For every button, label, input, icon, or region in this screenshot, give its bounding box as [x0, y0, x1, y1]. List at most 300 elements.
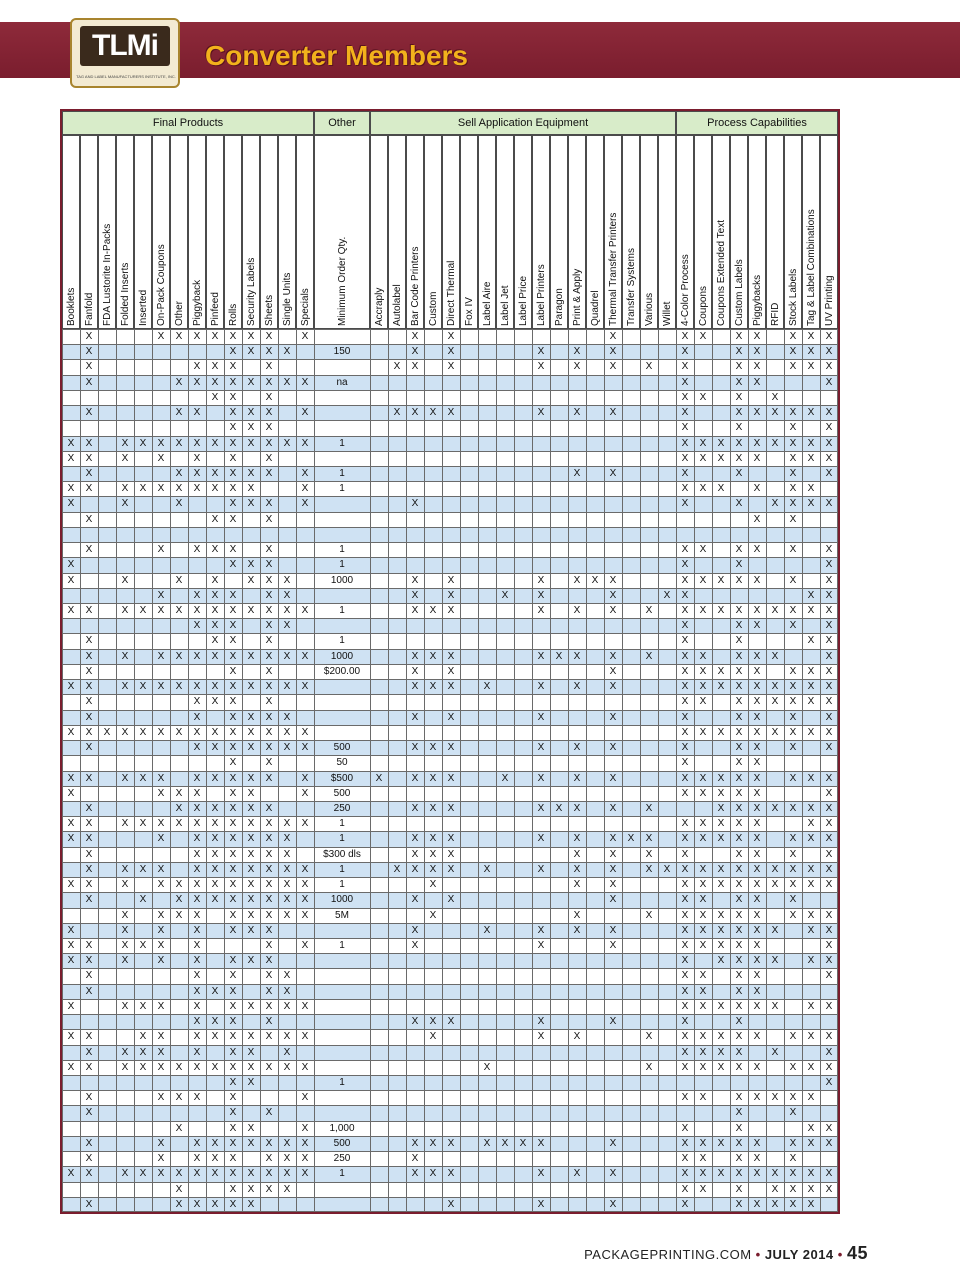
table-cell: X: [807, 635, 815, 647]
table-cell: X: [265, 422, 273, 434]
table-cell: X: [717, 437, 725, 449]
table-cell: X: [283, 1061, 291, 1073]
table-cell: X: [157, 787, 165, 799]
table-cell: X: [753, 879, 761, 891]
table-cell: X: [67, 1061, 75, 1073]
column-header-label: Fox IV: [464, 297, 475, 326]
table-cell: X: [229, 1016, 237, 1028]
table-cell: X: [85, 772, 93, 784]
table-cell: X: [609, 574, 617, 586]
table-cell: X: [175, 376, 183, 388]
table-cell: X: [825, 346, 833, 358]
table-cell: X: [247, 1061, 255, 1073]
table-cell: X: [447, 589, 455, 601]
table-row: [62, 1045, 838, 1060]
table-cell: X: [229, 1198, 237, 1210]
members-table-frame: [60, 109, 840, 1214]
table-cell: X: [825, 848, 833, 860]
table-cell: X: [735, 605, 743, 617]
table-cell: X: [681, 1122, 689, 1134]
table-cell: X: [645, 1061, 653, 1073]
table-cell: X: [85, 1061, 93, 1073]
table-cell: X: [645, 848, 653, 860]
page-footer: [584, 1243, 868, 1264]
table-cell: X: [301, 1137, 309, 1149]
table-cell: X: [789, 726, 797, 738]
table-cell: X: [735, 955, 743, 967]
table-cell: X: [429, 1031, 437, 1043]
grid-line: [62, 1075, 838, 1076]
table-cell: X: [735, 544, 743, 556]
table-cell: X: [265, 696, 273, 708]
table-cell: X: [229, 1122, 237, 1134]
table-cell: X: [283, 711, 291, 723]
grid-line: [62, 1029, 838, 1030]
table-cell: X: [67, 879, 75, 891]
table-cell: X: [789, 1198, 797, 1210]
table-cell: X: [681, 879, 689, 891]
table-row: [62, 375, 838, 390]
table-cell: X: [301, 483, 309, 495]
table-cell: X: [247, 376, 255, 388]
table-cell: X: [735, 1168, 743, 1180]
table-cell: X: [157, 589, 165, 601]
grid-line: [62, 801, 838, 802]
table-cell: X: [301, 1031, 309, 1043]
table-cell: X: [825, 772, 833, 784]
table-cell: X: [265, 924, 273, 936]
table-cell: X: [807, 407, 815, 419]
table-cell: X: [807, 1183, 815, 1195]
table-cell: X: [699, 1183, 707, 1195]
table-cell: X: [807, 361, 815, 373]
table-cell: X: [67, 483, 75, 495]
grid-line: [62, 771, 838, 772]
table-cell: X: [771, 1046, 779, 1058]
table-cell: X: [157, 939, 165, 951]
table-cell: X: [753, 681, 761, 693]
table-cell: X: [807, 879, 815, 891]
table-cell: X: [609, 833, 617, 845]
column-header-label: Custom Labels: [734, 259, 745, 326]
table-cell: X: [789, 1137, 797, 1149]
column-header-label: 4-Color Process: [680, 254, 691, 326]
table-cell: X: [229, 757, 237, 769]
table-cell: X: [139, 437, 147, 449]
grid-line: [62, 892, 838, 893]
column-header: [604, 135, 622, 329]
table-row: [62, 1014, 838, 1029]
table-cell: X: [789, 909, 797, 921]
footer-separator: •: [755, 1247, 765, 1262]
table-cell: X: [301, 605, 309, 617]
table-cell: X: [789, 437, 797, 449]
table-cell: 1: [339, 863, 345, 875]
grid-line: [62, 923, 838, 924]
table-row: [62, 633, 838, 648]
table-cell: X: [247, 711, 255, 723]
table-cell: X: [265, 1183, 273, 1195]
table-cell: X: [193, 802, 201, 814]
table-cell: X: [211, 1061, 219, 1073]
grid-line: [62, 1197, 838, 1198]
table-cell: X: [753, 848, 761, 860]
table-cell: X: [85, 483, 93, 495]
table-cell: X: [645, 863, 653, 875]
table-cell: 1: [339, 544, 345, 556]
table-cell: X: [573, 742, 581, 754]
table-row: [62, 679, 838, 694]
table-cell: X: [411, 742, 419, 754]
table-row: [62, 649, 838, 664]
table-cell: X: [699, 726, 707, 738]
table-cell: X: [609, 1016, 617, 1028]
column-header-label: Custom: [428, 291, 439, 326]
column-header: [206, 135, 224, 329]
table-cell: X: [85, 361, 93, 373]
table-cell: X: [825, 1046, 833, 1058]
table-cell: X: [447, 711, 455, 723]
table-cell: X: [735, 696, 743, 708]
grid-line: [62, 481, 838, 482]
table-cell: X: [447, 665, 455, 677]
table-cell: X: [247, 483, 255, 495]
table-cell: X: [247, 407, 255, 419]
table-cell: X: [175, 331, 183, 342]
table-cell: X: [211, 391, 219, 403]
table-cell: X: [85, 1107, 93, 1119]
table-cell: X: [193, 361, 201, 373]
table-cell: X: [789, 1031, 797, 1043]
table-cell: X: [265, 1061, 273, 1073]
column-header-label: Rolls: [228, 303, 239, 326]
column-header: [568, 135, 586, 329]
table-cell: X: [771, 650, 779, 662]
table-cell: X: [699, 665, 707, 677]
table-cell: X: [283, 1000, 291, 1012]
table-cell: X: [265, 650, 273, 662]
table-cell: X: [247, 772, 255, 784]
table-cell: X: [771, 407, 779, 419]
table-cell: X: [609, 879, 617, 891]
table-cell: X: [265, 909, 273, 921]
table-cell: X: [211, 1168, 219, 1180]
grid-line: [62, 1151, 838, 1152]
table-cell: X: [753, 772, 761, 784]
table-row: [62, 877, 838, 892]
table-cell: X: [157, 924, 165, 936]
table-cell: X: [301, 1122, 309, 1134]
table-cell: X: [211, 376, 219, 388]
table-cell: X: [825, 437, 833, 449]
table-cell: 150: [333, 346, 351, 358]
table-cell: X: [229, 742, 237, 754]
table-cell: X: [447, 681, 455, 693]
table-cell: X: [789, 772, 797, 784]
table-cell: X: [157, 955, 165, 967]
grid-line: [62, 725, 838, 726]
table-cell: X: [753, 452, 761, 464]
table-cell: X: [429, 772, 437, 784]
table-cell: X: [447, 1168, 455, 1180]
grid-line: [62, 1182, 838, 1183]
table-cell: X: [771, 498, 779, 510]
table-cell: X: [807, 437, 815, 449]
table-cell: X: [717, 772, 725, 784]
table-cell: X: [735, 498, 743, 510]
grid-line: [62, 1211, 838, 1212]
table-cell: X: [175, 802, 183, 814]
column-header: [658, 135, 676, 329]
table-cell: X: [139, 863, 147, 875]
table-cell: X: [193, 863, 201, 875]
table-cell: X: [735, 924, 743, 936]
table-cell: X: [681, 452, 689, 464]
table-cell: X: [825, 589, 833, 601]
table-cell: X: [157, 772, 165, 784]
table-cell: X: [85, 818, 93, 830]
table-cell: X: [301, 772, 309, 784]
table-cell: X: [247, 879, 255, 891]
table-cell: X: [681, 726, 689, 738]
table-cell: X: [699, 483, 707, 495]
table-cell: X: [193, 1137, 201, 1149]
table-cell: X: [247, 863, 255, 875]
table-cell: X: [753, 787, 761, 799]
table-cell: X: [699, 924, 707, 936]
table-cell: X: [247, 559, 255, 571]
table-cell: X: [229, 498, 237, 510]
table-cell: X: [247, 1183, 255, 1195]
table-cell: X: [157, 909, 165, 921]
table-cell: X: [175, 468, 183, 480]
table-cell: X: [175, 818, 183, 830]
column-header: [766, 135, 784, 329]
table-cell: X: [193, 407, 201, 419]
table-cell: X: [247, 833, 255, 845]
table-cell: X: [211, 985, 219, 997]
table-cell: X: [211, 802, 219, 814]
table-cell: X: [229, 483, 237, 495]
table-cell: X: [537, 574, 545, 586]
table-cell: X: [265, 513, 273, 525]
table-cell: X: [301, 1061, 309, 1073]
table-row: [62, 847, 838, 862]
table-cell: X: [157, 544, 165, 556]
table-cell: X: [735, 1000, 743, 1012]
table-cell: 250: [333, 802, 351, 814]
table-cell: X: [193, 787, 201, 799]
table-cell: X: [717, 1031, 725, 1043]
table-cell: X: [429, 1168, 437, 1180]
table-cell: X: [229, 818, 237, 830]
grid-line: [62, 603, 838, 604]
table-cell: X: [681, 544, 689, 556]
table-cell: X: [753, 331, 761, 342]
table-cell: X: [301, 863, 309, 875]
table-cell: X: [681, 574, 689, 586]
table-cell: X: [753, 1031, 761, 1043]
table-cell: X: [411, 1168, 419, 1180]
table-cell: X: [825, 863, 833, 875]
table-cell: X: [301, 894, 309, 906]
grid-line: [62, 999, 838, 1000]
table-cell: X: [807, 1000, 815, 1012]
table-cell: X: [717, 1000, 725, 1012]
table-cell: X: [229, 1031, 237, 1043]
grid-line: [62, 938, 838, 939]
table-cell: X: [121, 863, 129, 875]
table-cell: X: [157, 1092, 165, 1104]
table-cell: X: [825, 802, 833, 814]
table-cell: X: [229, 605, 237, 617]
table-cell: X: [247, 955, 255, 967]
table-cell: X: [807, 1198, 815, 1210]
table-cell: X: [735, 726, 743, 738]
table-cell: X: [771, 681, 779, 693]
table-cell: X: [85, 742, 93, 754]
table-cell: X: [789, 407, 797, 419]
table-cell: X: [265, 1000, 273, 1012]
table-cell: X: [771, 879, 779, 891]
table-cell: X: [193, 955, 201, 967]
table-cell: X: [247, 422, 255, 434]
table-cell: X: [229, 970, 237, 982]
table-cell: X: [393, 407, 401, 419]
column-header-label: Pinfeed: [210, 292, 221, 326]
grid-line: [62, 512, 838, 513]
table-cell: X: [735, 757, 743, 769]
table-cell: X: [121, 1000, 129, 1012]
table-cell: X: [735, 346, 743, 358]
table-cell: X: [807, 833, 815, 845]
table-cell: X: [699, 391, 707, 403]
table-cell: X: [429, 1137, 437, 1149]
table-cell: X: [193, 711, 201, 723]
table-cell: X: [807, 665, 815, 677]
table-cell: 50: [336, 757, 348, 769]
table-cell: X: [211, 681, 219, 693]
column-header-label: Bar Code Printers: [410, 246, 421, 326]
table-cell: X: [85, 833, 93, 845]
table-cell: X: [283, 742, 291, 754]
table-cell: X: [265, 635, 273, 647]
table-cell: X: [645, 802, 653, 814]
table-cell: X: [85, 468, 93, 480]
table-cell: X: [301, 376, 309, 388]
table-cell: X: [157, 605, 165, 617]
grid-line: [62, 831, 838, 832]
table-cell: X: [85, 544, 93, 556]
table-cell: X: [265, 1107, 273, 1119]
table-cell: X: [247, 1168, 255, 1180]
table-cell: X: [753, 605, 761, 617]
table-cell: X: [229, 422, 237, 434]
table-cell: X: [67, 1031, 75, 1043]
table-cell: X: [717, 1061, 725, 1073]
table-cell: X: [771, 1000, 779, 1012]
footer-site: PACKAGEPRINTING.COM: [584, 1247, 752, 1262]
table-cell: X: [301, 909, 309, 921]
table-cell: X: [483, 1061, 491, 1073]
table-cell: X: [175, 1168, 183, 1180]
grid-line: [62, 557, 838, 558]
table-cell: X: [789, 742, 797, 754]
table-cell: X: [67, 681, 75, 693]
table-cell: X: [753, 1092, 761, 1104]
table-cell: X: [265, 665, 273, 677]
table-cell: X: [211, 1016, 219, 1028]
table-cell: X: [735, 1153, 743, 1165]
table-cell: X: [825, 939, 833, 951]
table-cell: X: [807, 605, 815, 617]
column-header: [478, 135, 496, 329]
table-cell: X: [825, 955, 833, 967]
table-cell: 1: [339, 483, 345, 495]
grid-line: [62, 1045, 838, 1046]
table-cell: X: [681, 711, 689, 723]
table-cell: X: [537, 346, 545, 358]
table-cell: X: [67, 437, 75, 449]
table-cell: X: [681, 1137, 689, 1149]
table-cell: X: [283, 574, 291, 586]
grid-line: [62, 968, 838, 969]
table-cell: X: [85, 711, 93, 723]
table-cell: X: [211, 863, 219, 875]
table-cell: X: [411, 1153, 419, 1165]
table-cell: X: [265, 605, 273, 617]
table-cell: X: [753, 574, 761, 586]
table-cell: X: [429, 879, 437, 891]
table-cell: X: [537, 802, 545, 814]
table-cell: X: [807, 1092, 815, 1104]
table-cell: X: [393, 863, 401, 875]
table-cell: X: [753, 361, 761, 373]
table-cell: X: [301, 468, 309, 480]
grid-line: [62, 1060, 838, 1061]
table-cell: X: [735, 985, 743, 997]
table-cell: X: [193, 331, 201, 342]
table-cell: X: [753, 696, 761, 708]
table-cell: X: [771, 802, 779, 814]
table-cell: X: [429, 681, 437, 693]
table-cell: X: [229, 894, 237, 906]
table-cell: X: [753, 818, 761, 830]
table-cell: X: [247, 1198, 255, 1210]
grid-line: [62, 755, 838, 756]
table-cell: X: [411, 498, 419, 510]
table-cell: X: [193, 726, 201, 738]
table-cell: 1: [339, 559, 345, 571]
table-cell: X: [699, 909, 707, 921]
table-cell: X: [139, 939, 147, 951]
table-cell: X: [771, 863, 779, 875]
table-row: [62, 1151, 838, 1166]
table-cell: X: [753, 650, 761, 662]
table-cell: X: [411, 331, 419, 342]
table-cell: X: [283, 589, 291, 601]
column-header-label: Willet: [662, 301, 673, 326]
table-cell: X: [789, 361, 797, 373]
table-cell: X: [789, 574, 797, 586]
table-cell: X: [85, 650, 93, 662]
grid-line: [62, 649, 838, 650]
table-cell: X: [193, 468, 201, 480]
table-row: [62, 420, 838, 435]
table-cell: X: [121, 498, 129, 510]
table-cell: X: [85, 863, 93, 875]
grid-line: [62, 877, 838, 878]
